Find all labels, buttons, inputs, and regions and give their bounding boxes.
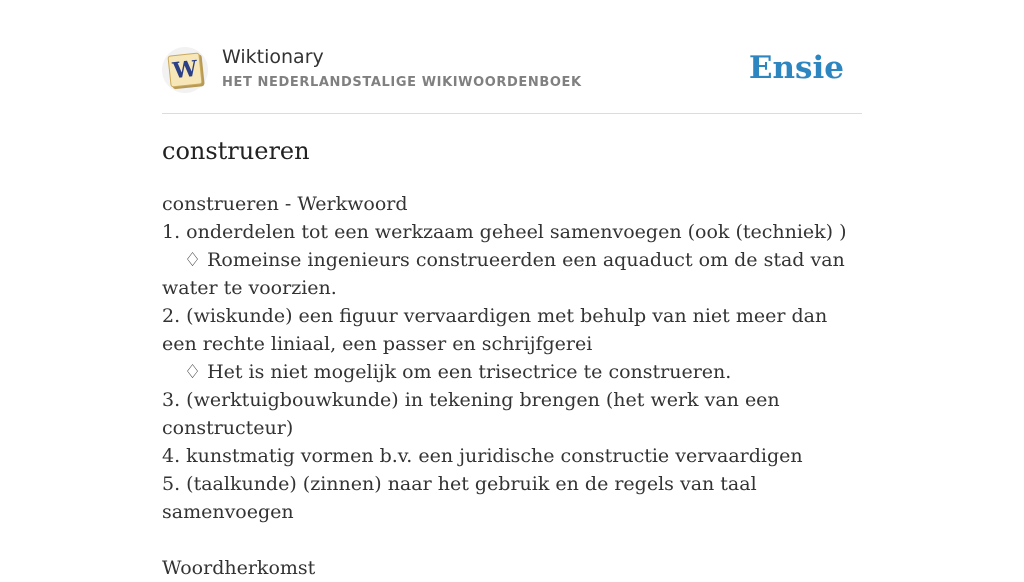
site-header [162,0,862,114]
wiktionary-logo-icon[interactable] [162,47,208,93]
entry-heading: construeren - Werkwoord [162,193,408,215]
section-heading-woordherkomst: Woordherkomst [162,557,316,579]
definition-2: 2. (wiskunde) een figuur vervaardigen met behulp van niet meer dan een rechte liniaal, een passer en schrijfgerei [162,305,828,355]
brand-subtitle: HET NEDERLANDSTALIGE WIKIWOORDENBOEK [222,75,582,90]
example-2: ♢ Het is niet mogelijk om een trisectrice te construeren. [184,361,732,383]
ensie-link[interactable]: Ensie [748,50,844,86]
definition-4: 4. kunstmatig vormen b.v. een juridische constructie vervaardigen [162,445,803,467]
definition-1: 1. onderdelen tot een werkzaam geheel samenvoegen (ook (techniek) ) [162,221,847,243]
definition-5: 5. (taalkunde) (zinnen) naar het gebruik en de regels van taal samenvoegen [162,473,757,523]
example-1: ♢ Romeinse ingenieurs construeerden een aquaduct om de stad van water te voorzien. [162,249,845,299]
brand-name[interactable]: Wiktionary [222,46,324,68]
section-gap [162,526,862,554]
entry-content [162,190,862,582]
page-container [162,0,862,579]
logo-tile: W [167,52,202,87]
definition-3: 3. (werktuigbouwkunde) in tekening brengen (het werk van een constructeur) [162,389,780,439]
page-title: construeren [162,137,310,165]
